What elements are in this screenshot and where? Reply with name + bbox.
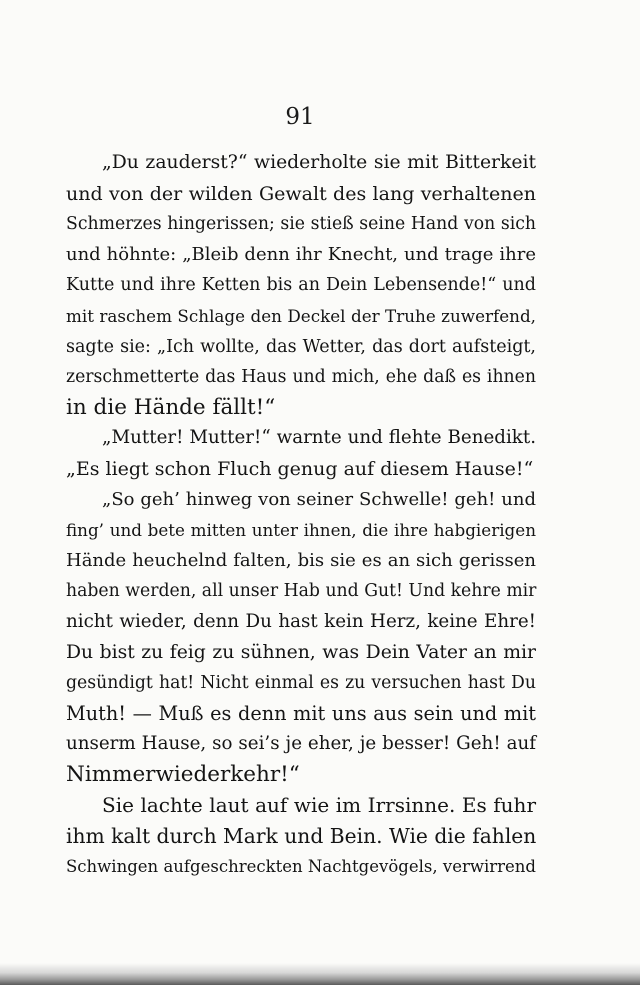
text-line: und von der wilden Gewalt des lang verhaltenen xyxy=(66,182,536,205)
text-line: Du bist zu feig zu sühnen, was Dein Vater an mir xyxy=(66,641,536,663)
text-line: nicht wieder, denn Du hast kein Herz, keine Ehre! xyxy=(66,610,536,632)
text-line: fing’ und bete mitten unter ihnen, die ihre habgierigen xyxy=(66,520,536,541)
text-line: zerschmetterte das Haus und mich, ehe daß es ihnen xyxy=(66,367,536,388)
text-line: Hände heuchelnd falten, bis sie es an sich gerissen xyxy=(66,549,536,571)
text-line: gesündigt hat! Nicht einmal es zu versuchen hast Du xyxy=(66,673,536,694)
text-line: mit raschem Schlage den Deckel der Truhe zuwerfend, xyxy=(66,305,536,326)
text-line: Nimmerwiederkehr!“ xyxy=(66,761,300,787)
text-line: Muth! — Muß es denn mit uns aus sein und mit xyxy=(66,701,536,725)
body-text xyxy=(66,148,536,882)
text-line: „Mutter! Mutter!“ warnte und flehte Benedikt. xyxy=(102,427,536,449)
text-line: Kutte und ihre Ketten bis an Dein Lebensende!“ und xyxy=(66,275,536,296)
page-number: 91 xyxy=(285,104,315,130)
text-line: Sie lachte laut auf wie im Irrsinne. Es fuhr xyxy=(102,793,536,818)
paragraph xyxy=(66,485,536,791)
paragraph xyxy=(66,423,536,484)
scan-shadow xyxy=(0,963,640,985)
text-line: sagte sie: „Ich wollte, das Wetter, das dort aufsteigt, xyxy=(66,336,536,357)
text-line: Schwingen aufgeschreckten Nachtgevögels, verwirrend xyxy=(66,856,536,876)
text-line: „Es liegt schon Fluch genug auf diesem Hause!“ xyxy=(66,457,534,480)
text-line: „So geh’ hinweg von seiner Schwelle! geh! und xyxy=(102,488,536,510)
text-line: unserm Hause, so sei’s je eher, je besser! Geh! auf xyxy=(66,733,536,755)
paragraph xyxy=(66,148,536,423)
text-line: haben werden, all unser Hab und Gut! Und kehre mir xyxy=(66,581,537,602)
text-line: in die Hände fällt!“ xyxy=(66,394,276,420)
text-line: ihm kalt durch Mark und Bein. Wie die fahlen xyxy=(66,824,537,849)
text-line: Schmerzes hingerissen; sie stieß seine Hand von sich xyxy=(66,214,536,235)
paragraph xyxy=(66,790,536,882)
text-line: „Du zauderst?“ wiederholte sie mit Bitterkeit xyxy=(102,152,536,173)
text-line: und höhnte: „Bleib denn ihr Knecht, und trage ihre xyxy=(66,243,536,265)
